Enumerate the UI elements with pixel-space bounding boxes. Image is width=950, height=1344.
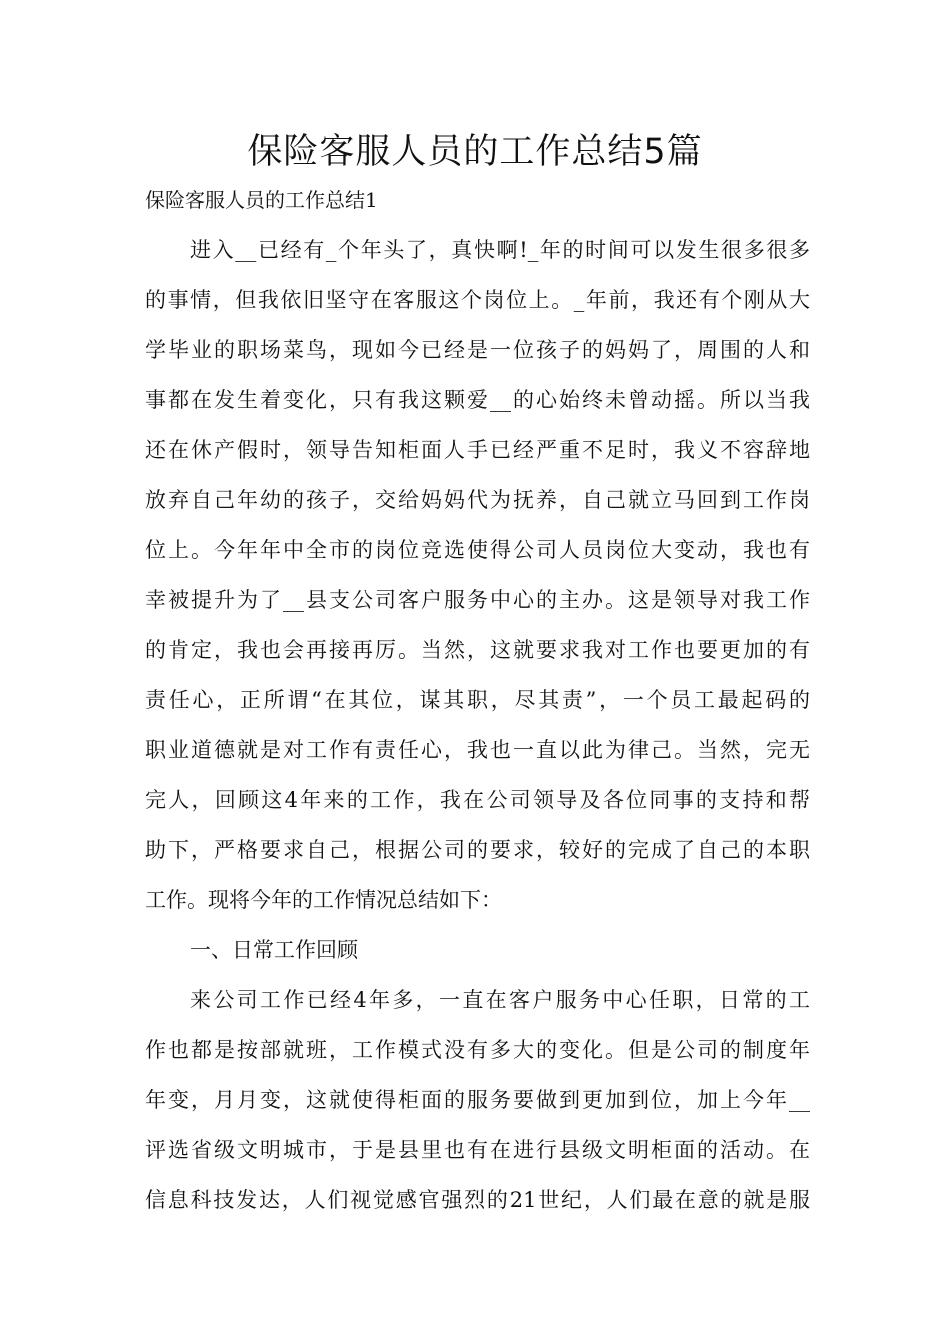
- paragraph-line: 的肯定，我也会再接再厉。当然，这就要求我对工作也要更加的有: [145, 638, 810, 662]
- paragraph-line: 评选省级文明城市，于是县里也有在进行县级文明柜面的活动。在: [145, 1138, 810, 1162]
- paragraph-line: 责任心，正所谓“在其位，谋其职，尽其责”，一个员工最起码的: [145, 688, 810, 712]
- paragraph-line: 来公司工作已经4年多，一直在客户服务中心任职，日常的工: [190, 988, 810, 1012]
- paragraph-line: 年变，月月变，这就使得柜面的服务要做到更加到位，加上今年__: [145, 1088, 810, 1112]
- paragraph-line: 职业道德就是对工作有责任心，我也一直以此为律己。当然，完无: [145, 738, 810, 762]
- paragraph-line: 位上。今年年中全市的岗位竞选使得公司人员岗位大变动，我也有: [145, 538, 810, 562]
- paragraph-line: 作也都是按部就班，工作模式没有多大的变化。但是公司的制度年: [145, 1038, 810, 1062]
- document-title: 保险客服人员的工作总结5篇: [247, 132, 703, 172]
- paragraph-line: 放弃自己年幼的孩子，交给妈妈代为抚养，自己就立马回到工作岗: [145, 488, 810, 512]
- paragraph-line: 幸被提升为了__县支公司客户服务中心的主办。这是领导对我工作: [145, 588, 810, 612]
- paragraph-line: 还在休产假时，领导告知柜面人手已经严重不足时，我义不容辞地: [145, 438, 810, 462]
- paragraph-line: 学毕业的职场菜鸟，现如今已经是一位孩子的妈妈了，周围的人和: [145, 338, 810, 362]
- paragraph-line: 助下，严格要求自己，根据公司的要求，较好的完成了自己的本职: [145, 838, 810, 862]
- section-heading: 一、日常工作回顾: [190, 938, 358, 962]
- paragraph-line: 的事情，但我依旧坚守在客服这个岗位上。_年前，我还有个刚从大: [145, 288, 810, 312]
- paragraph-line: 进入__已经有_个年头了，真快啊!_年的时间可以发生很多很多: [190, 238, 810, 262]
- paragraph-line: 工作。现将今年的工作情况总结如下：: [145, 888, 502, 912]
- paragraph-line: 完人，回顾这4年来的工作，我在公司领导及各位同事的支持和帮: [145, 788, 810, 812]
- paragraph-line: 信息科技发达，人们视觉感官强烈的21世纪，人们最在意的就是服: [145, 1188, 810, 1212]
- paragraph-line: 事都在发生着变化，只有我这颗爱__的心始终未曾动摇。所以当我: [145, 388, 810, 412]
- document-subtitle: 保险客服人员的工作总结1: [145, 188, 378, 212]
